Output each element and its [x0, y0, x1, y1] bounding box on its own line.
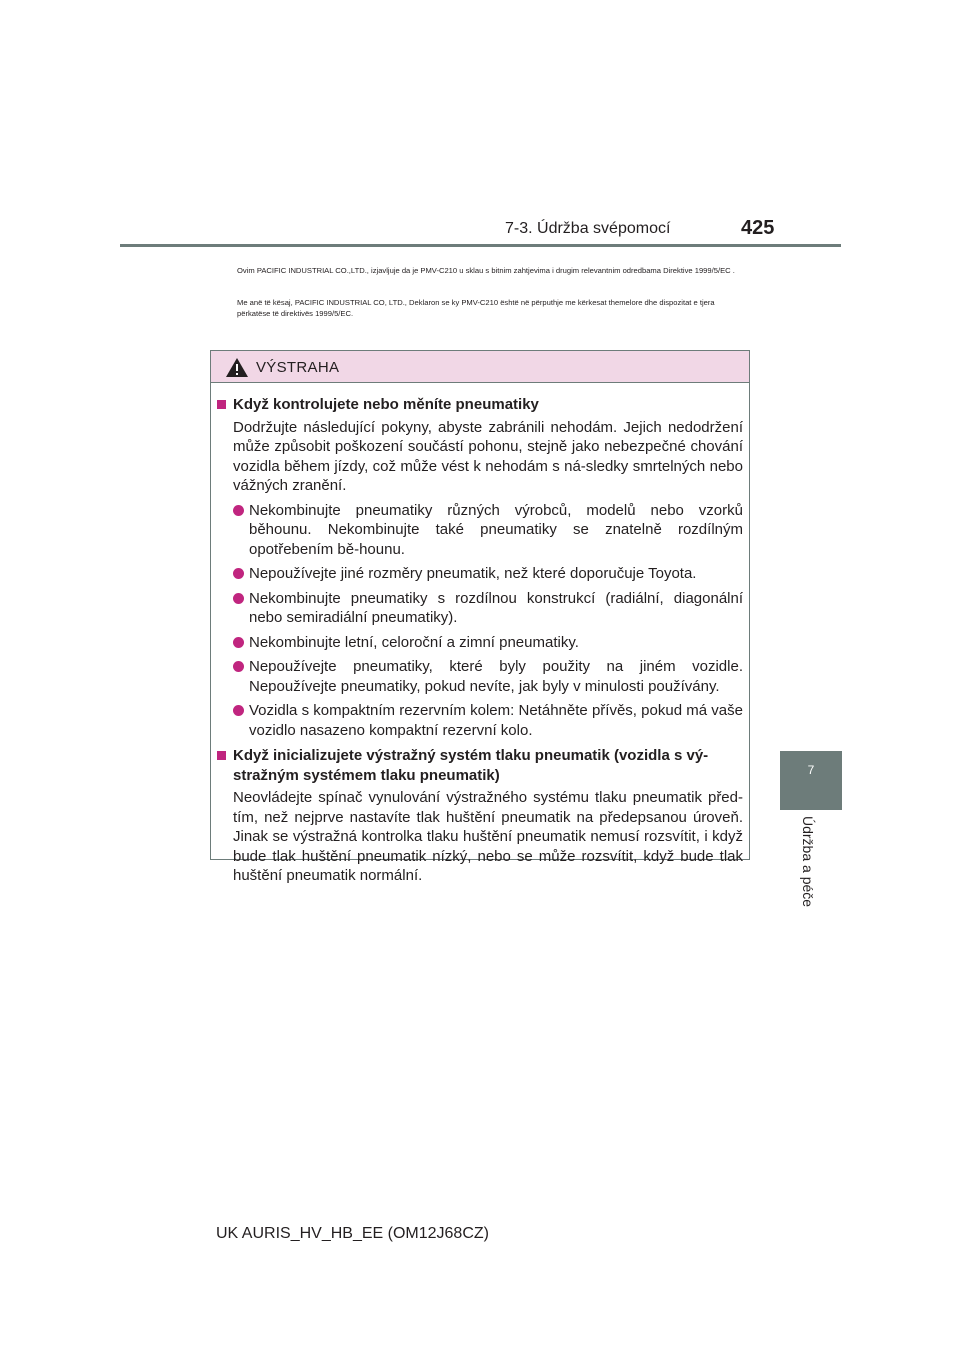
list-item [233, 633, 743, 653]
round-bullet-icon [233, 505, 244, 516]
page-number: 425 [741, 217, 775, 239]
chapter-tab-number: 7 [807, 763, 815, 777]
section-paragraph: Neovládejte spínač vynulování výstražného systému tlaku pneumatik před-tím, než nejprve nastavíte tlak huštění pneumatik na předepsanou úroveň. Jinak se výstražná kontrolka tlaku huštění pneumatik nemusí rozsvítit, i když bude tlak huštění pneumatik nízký, nebo se může rozsvítit, když bude tlak huštění pneumatik normální. [233, 789, 743, 884]
list-item-text: Nepoužívejte jiné rozměry pneumatik, než které doporučuje Toyota. [249, 565, 697, 582]
warning-header [211, 351, 749, 383]
list-item [233, 589, 743, 628]
round-bullet-icon [233, 705, 244, 716]
section-title: Když inicializujete výstražný systém tlaku pneumatik (vozidla s vý-stražným systémem tlaku pneumatik) [233, 747, 709, 784]
list-item-text: Nekombinujte pneumatiky s rozdílnou konstrukcí (radiální, diagonální nebo semiradiální pneumatiky). [249, 589, 743, 626]
round-bullet-icon [233, 593, 244, 604]
warning-title: VÝSTRAHA [256, 359, 340, 376]
declaration-albanian [237, 297, 737, 319]
warning-box [210, 350, 750, 884]
list-item-text: Vozidla s kompaktním rezervním kolem: Netáhněte přívěs, pokud má vaše vozidlo nasazeno kompaktní rezervní kolo. [249, 702, 743, 739]
warning-body [211, 383, 749, 886]
declaration-text: Me anë të kësaj, PACIFIC INDUSTRIAL CO, LTD., Deklaron se ky PMV-C210 është në përputhje me kërkesat themelore dhe dispozitat e tjera përkatëse të direktivës 1999/5/EC. [237, 298, 715, 318]
header-rule [120, 244, 841, 247]
chapter-tab [780, 751, 842, 810]
list-item-text: Nepoužívejte pneumatiky, které byly použity na jiném vozidle. Nepoužívejte pneumatiky, pokud nevíte, jak byly v minulosti používány. [249, 658, 743, 695]
round-bullet-icon [233, 637, 244, 648]
list-item-text: Nekombinujte letní, celoroční a zimní pneumatiky. [249, 633, 579, 651]
list-item [233, 657, 743, 696]
declaration-croatian [237, 265, 737, 276]
list-item [233, 501, 743, 560]
list-item [233, 564, 743, 584]
section-title: Když kontrolujete nebo měníte pneumatiky [233, 396, 539, 413]
footer-model-code: UK AURIS_HV_HB_EE (OM12J68CZ) [216, 1225, 489, 1242]
square-bullet-icon [217, 400, 226, 409]
round-bullet-icon [233, 661, 244, 672]
list-item-text: Nekombinujte pneumatiky různých výrobců, modelů nebo vzorků běhounu. Nekombinujte také pneumatiky se znatelně rozdílným opotřebením bě-hounu. [249, 501, 743, 558]
list-item [233, 701, 743, 740]
warning-section [217, 746, 743, 886]
declaration-text: Ovim PACIFIC INDUSTRIAL CO.,LTD., izjavljuje da je PMV-C210 u sklau s bitnim zahtjevima i drugim relevantnim odredbama Direktive 1999/5/EC . [237, 266, 735, 275]
header-section-title: 7-3. Údržba svépomocí [505, 220, 671, 237]
warning-section [217, 395, 743, 740]
square-bullet-icon [217, 751, 226, 760]
warning-triangle-icon [226, 358, 248, 377]
chapter-label: Údržba a péče [800, 816, 816, 908]
round-bullet-icon [233, 568, 244, 579]
section-paragraph: Dodržujte následující pokyny, abyste zabránili nehodám. Jejich nedodržení může způsobit poškození součástí pohonu, stejně jako nebezpečné chování vozidla během jízdy, což může vést k nehodám s ná-sledky smrtelných nebo vážných zranění. [233, 418, 743, 494]
